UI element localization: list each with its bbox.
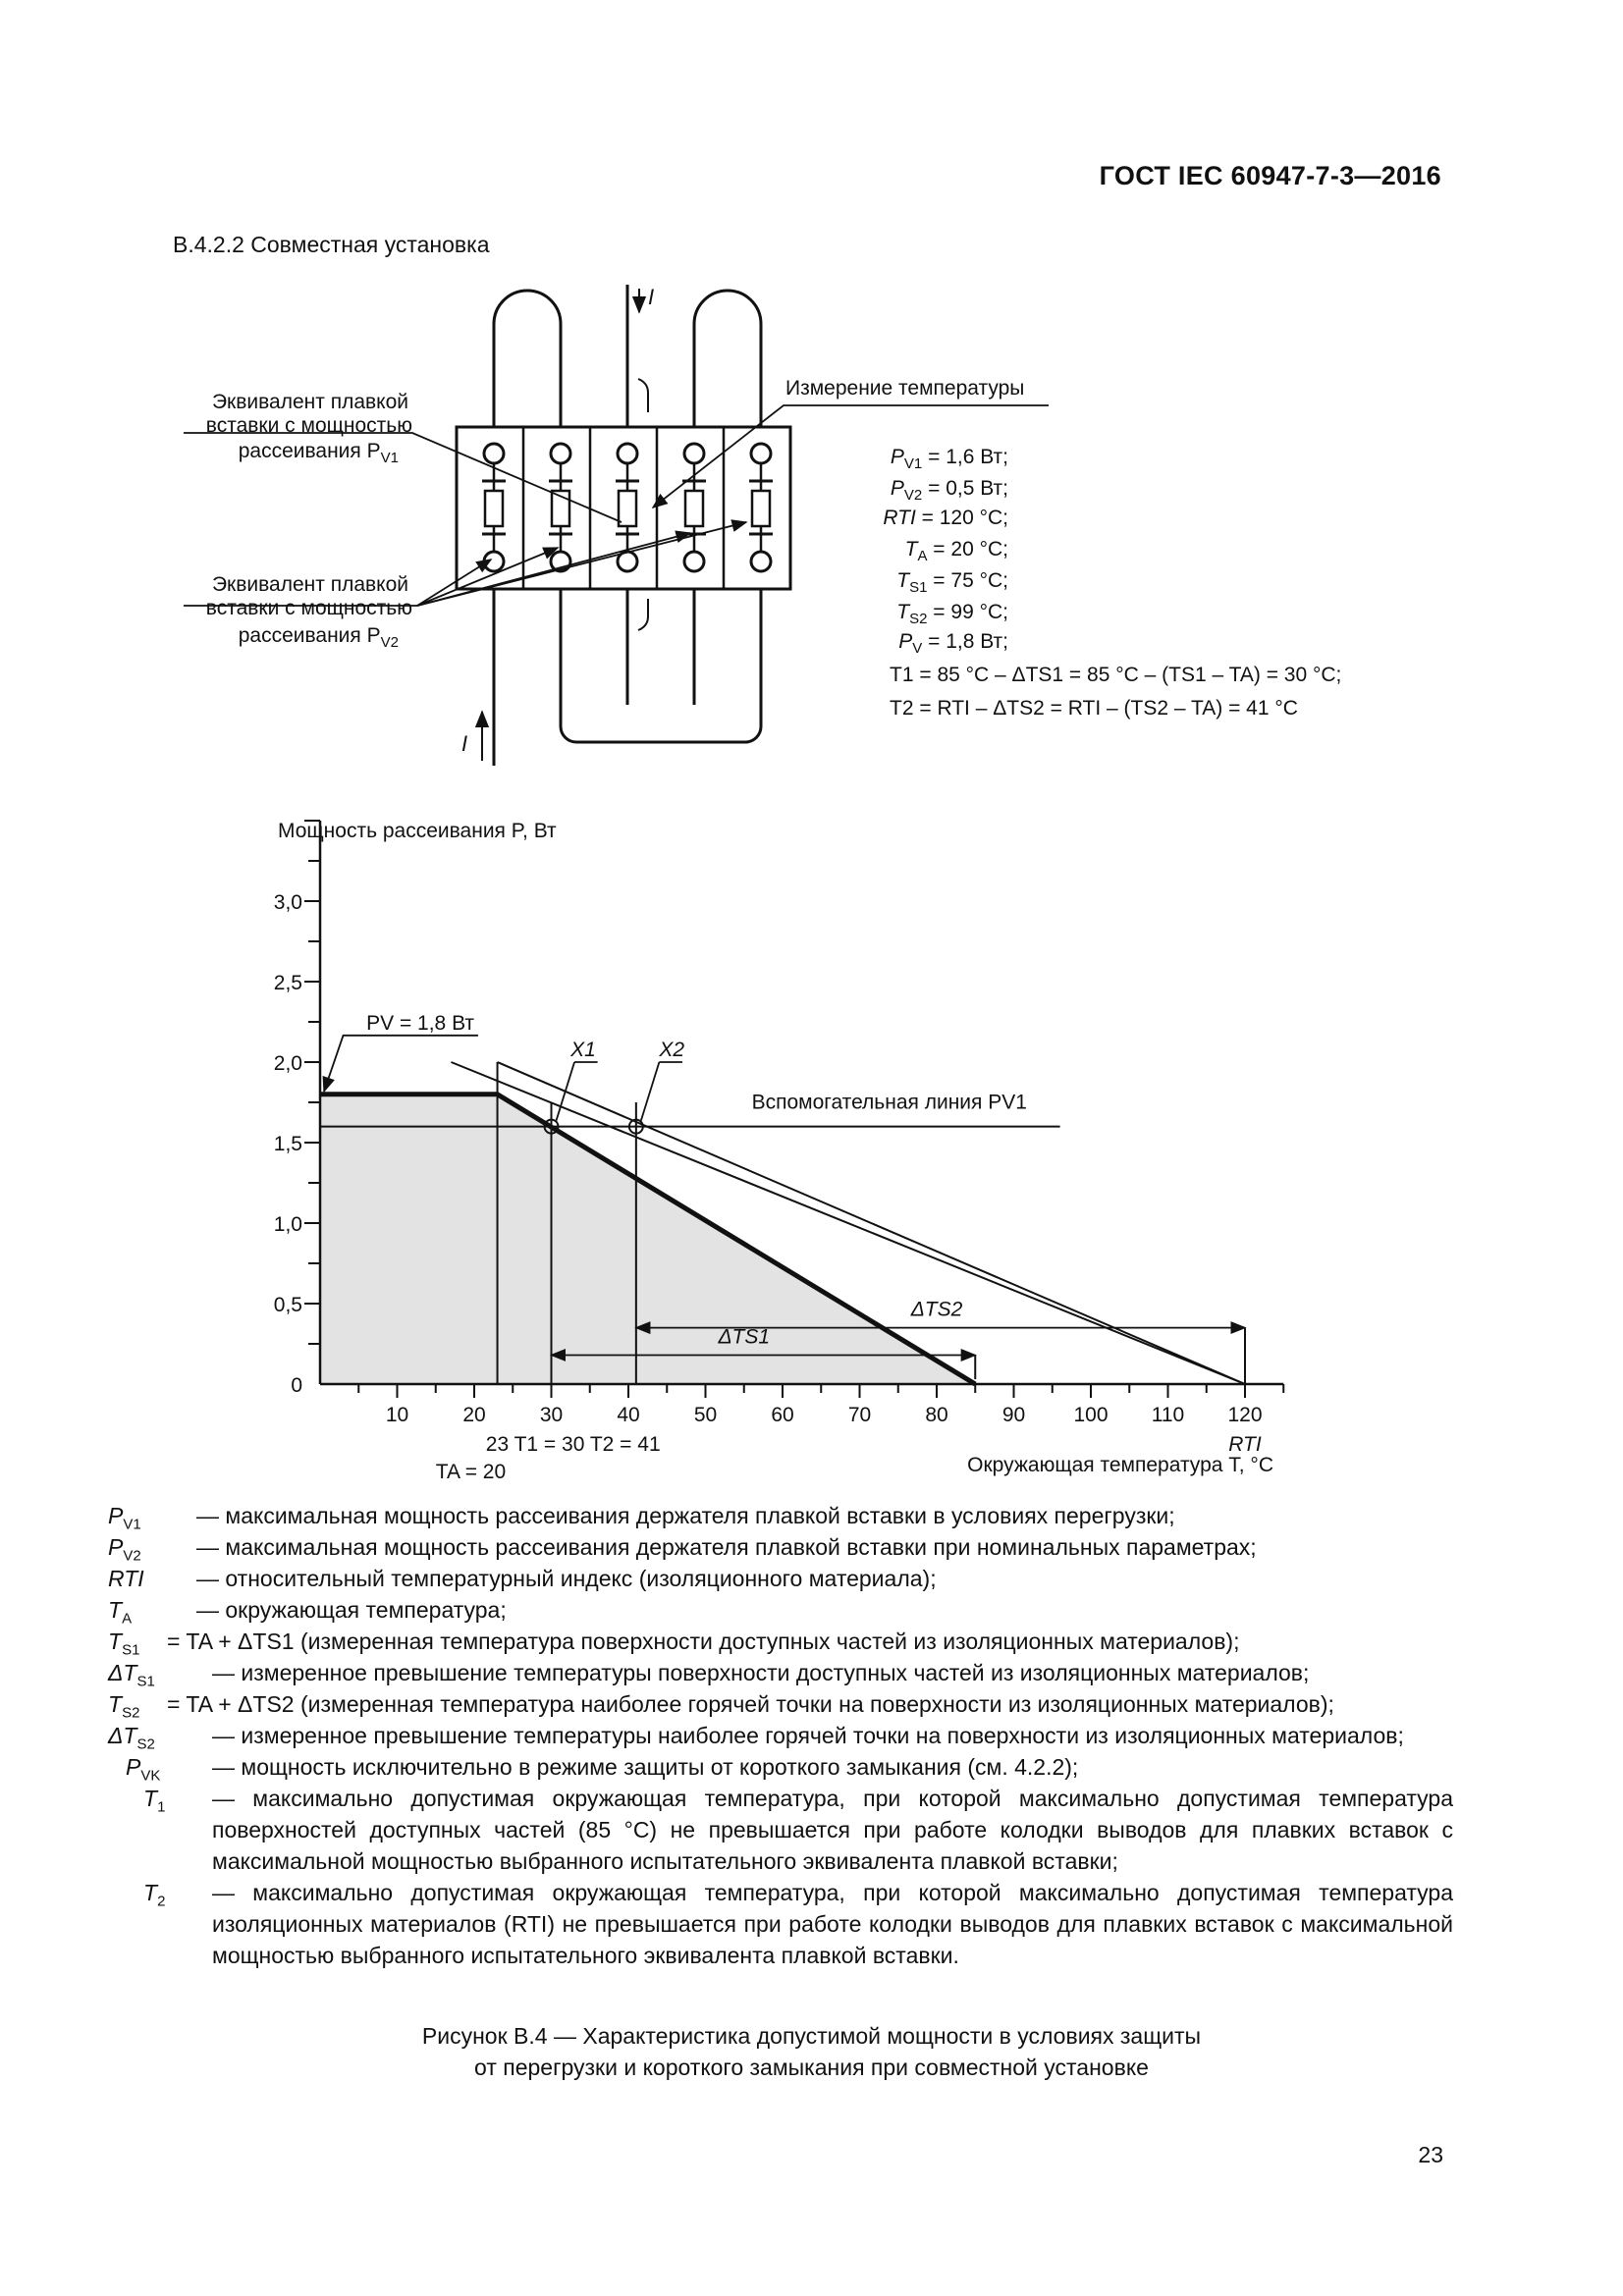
rti-tick-label: RTI: [1228, 1433, 1262, 1456]
x-tick-label: 30: [539, 1404, 564, 1426]
terminal-bottom: [684, 552, 704, 571]
legend-row: [108, 1657, 1453, 1688]
label-x1: X1: [570, 1039, 596, 1061]
terminal-top: [684, 444, 704, 463]
legend-symbol: $T_{S2}$: [108, 1691, 140, 1722]
legend-symbol: RTI: [108, 1566, 144, 1591]
top-loop-left: [494, 291, 561, 427]
caption-line-2: от перегрузки и короткого замыкания при совместной установке: [474, 2055, 1149, 2080]
label-x-markers: 23 T1 = 30 T2 = 41: [485, 1433, 661, 1456]
label-pv1-line1: Эквивалент плавкой: [211, 391, 408, 413]
x-tick-label: 90: [1001, 1404, 1026, 1426]
legend-row: [108, 1783, 1453, 1877]
x-tick-label: 20: [462, 1404, 486, 1426]
legend-row: [108, 1563, 1453, 1594]
terminal-top: [618, 444, 637, 463]
legend-row: [108, 1500, 1453, 1531]
allowed-power-area: [320, 1095, 975, 1384]
label-pv2-sub: V2: [380, 634, 399, 651]
legend-symbol: $T_2$: [143, 1880, 166, 1910]
y-tick-label: 0: [291, 1374, 302, 1397]
legend-symbol: $P_{VK}$: [126, 1754, 161, 1785]
label-pv2-line1: Эквивалент плавкой: [211, 573, 408, 596]
current-symbol-bottom: I: [461, 731, 468, 756]
x-tick-label: 10: [385, 1404, 409, 1426]
label-dts1: ΔTS1: [718, 1325, 771, 1349]
legend-text: = TA + ΔTS2 (измеренная температура наиболее горячей точки на поверхности из изоляционных материалов);: [167, 1691, 1334, 1717]
legend-text: — максимально допустимая окружающая температура, при которой максимально допустимая температура изоляционных материалов (RTI) не превышается при работе колодки выводов для плавких вставок с максимальной мощностью выбранного испытательного эквивалента плавкой вставки.: [212, 1880, 1453, 1968]
bottom-loop: [561, 589, 761, 742]
terminal-bottom: [751, 552, 771, 571]
x-tick-label: 40: [617, 1404, 640, 1426]
legend-text: = TA + ΔTS1 (измеренная температура поверхности доступных частей из изоляционных материалов);: [167, 1629, 1240, 1654]
terminal-top: [751, 444, 771, 463]
fuse-cell: [749, 444, 773, 571]
caption-line-1: Рисунок B.4 — Характеристика допустимой мощности в условиях защиты: [421, 2023, 1202, 2049]
leader-x2: [641, 1062, 660, 1121]
legend-row: [108, 1531, 1453, 1563]
figure-caption: [0, 2020, 1623, 2083]
chart-y-label: Мощность рассеивания P, Вт: [278, 820, 557, 842]
fuse-equivalent: [752, 491, 770, 526]
legend-text: — мощность исключительно в режиме защиты от короткого замыкания (см. 4.2.2);: [212, 1754, 1079, 1780]
legend-symbol: $T_{S1}$: [108, 1629, 140, 1659]
fuse-cell: [682, 444, 706, 571]
symbol-legend: [108, 1500, 1453, 1971]
x-tick-label: 120: [1227, 1404, 1263, 1426]
label-temperature-measurement: Измерение температуры: [785, 377, 1025, 400]
terminal-top: [551, 444, 570, 463]
x-tick-label: 100: [1073, 1404, 1109, 1426]
legend-text: — максимальная мощность рассеивания держателя плавкой вставки в условиях перегрузки;: [196, 1503, 1175, 1528]
y-tick-label: 0,5: [273, 1294, 302, 1316]
svg-text:рассеивания PV2: [239, 624, 399, 651]
legend-symbol: $\Delta T_{S2}$: [108, 1723, 155, 1753]
formula-t1: T1 = 85 °C – ΔTS1 = 85 °C – (TS1 – TA) = 30 °C;: [890, 664, 1342, 686]
fuse-cell: [482, 444, 506, 571]
legend-row: [108, 1594, 1453, 1626]
y-tick-label: 1,0: [273, 1213, 302, 1236]
svg-text:рассеивания PV1: [239, 440, 399, 466]
page-number: 23: [1418, 2142, 1443, 2167]
legend-symbol: $P_{V1}$: [108, 1503, 141, 1533]
legend-text: — измеренное превышение температуры поверхности доступных частей из изоляционных материалов;: [212, 1660, 1310, 1685]
terminal-top: [484, 444, 504, 463]
label-pv1-line2: вставки с мощностью: [205, 414, 412, 437]
label-dts2: ΔTS2: [910, 1298, 963, 1321]
label-pv1-sub: V1: [380, 450, 399, 466]
svg-text:PV1 = 1,6 Вт;: $P_{V1} = 1,6$ Вт;: [890, 446, 1008, 472]
legend-text: — максимальная мощность рассеивания держателя плавкой вставки при номинальных параметрах;: [196, 1534, 1257, 1560]
svg-text:RTI = 120 °C;: RTI = 120 °C;: [883, 507, 1008, 529]
x-tick-label: 70: [847, 1404, 872, 1426]
svg-text:PV2 = 0,5 Вт;: $P_{V2} = 0,5$ Вт;: [890, 477, 1008, 504]
formula-t2: T2 = RTI – ΔTS2 = RTI – (TS2 – TA) = 41 °C: [890, 697, 1298, 720]
power-temperature-chart: [0, 805, 1623, 1492]
section-heading: B.4.2.2 Совместная установка: [173, 232, 490, 257]
legend-symbol: $\Delta T_{S1}$: [108, 1660, 155, 1690]
legend-text: — измеренное превышение температуры наиболее горячей точки на поверхности из изоляционных материалов;: [212, 1723, 1404, 1748]
legend-text: — относительный температурный индекс (изоляционного материала);: [196, 1566, 937, 1591]
legend-symbol: $T_A$: [108, 1597, 133, 1628]
legend-symbol: $P_{V2}$: [108, 1534, 141, 1565]
label-pv: PV = 1,8 Вт: [366, 1011, 475, 1035]
parameter-list: [883, 446, 1008, 657]
svg-text:TS2 = 99 °C;: $T_{S2} = 99$ °C;: [896, 601, 1008, 627]
svg-text:PV = 1,8 Вт;: $P_V = 1,8$ Вт;: [898, 630, 1008, 657]
top-loop-right: [694, 291, 761, 427]
legend-row: [108, 1688, 1453, 1720]
label-ta: TA = 20: [435, 1461, 507, 1483]
fuse-cell: [549, 444, 572, 571]
svg-text:TA = 20 °C;: $T_A = 20$ °C;: [904, 538, 1008, 564]
label-pv2-line2: вставки с мощностью: [205, 597, 412, 619]
label-x2: X2: [659, 1039, 685, 1061]
fuse-equivalent: [485, 491, 503, 526]
document-header: ГОСТ IEC 60947-7-3—2016: [1099, 161, 1441, 190]
x-tick-label: 50: [693, 1404, 718, 1426]
label-pv1-line3: рассеивания P: [238, 440, 381, 462]
label-aux-line: Вспомогательная линия PV1: [751, 1091, 1027, 1114]
legend-row: [108, 1877, 1453, 1971]
current-symbol-top: I: [648, 285, 655, 309]
y-tick-label: 2,5: [273, 972, 302, 994]
y-tick-label: 2,0: [273, 1052, 302, 1075]
y-tick-label: 3,0: [273, 891, 302, 914]
legend-row: [108, 1626, 1453, 1657]
chart-x-label: Окружающая температура T, °C: [967, 1454, 1273, 1476]
legend-row: [108, 1751, 1453, 1783]
legend-text: — окружающая температура;: [196, 1597, 507, 1623]
y-tick-label: 1,5: [273, 1133, 302, 1155]
fuse-equivalent: [619, 491, 636, 526]
x-tick-label: 60: [771, 1404, 794, 1426]
legend-text: — максимально допустимая окружающая температура, при которой максимально допустимая температура поверхностей доступных частей (85 °С) не превышается при работе колодки выводов для плавких вставок с максимальной мощностью выбранного испытательного эквивалента плавкой вставки;: [212, 1786, 1453, 1874]
fuse-equivalent: [685, 491, 703, 526]
legend-symbol: $T_1$: [143, 1786, 166, 1816]
svg-text:TS1 = 75 °C;: $T_{S1} = 75$ °C;: [896, 569, 1008, 596]
label-pv2-line3: рассеивания P: [238, 624, 381, 647]
terminal-block-diagram: [0, 265, 1623, 795]
x-tick-label: 110: [1151, 1404, 1185, 1426]
x-tick-label: 80: [925, 1404, 948, 1426]
legend-row: [108, 1720, 1453, 1751]
